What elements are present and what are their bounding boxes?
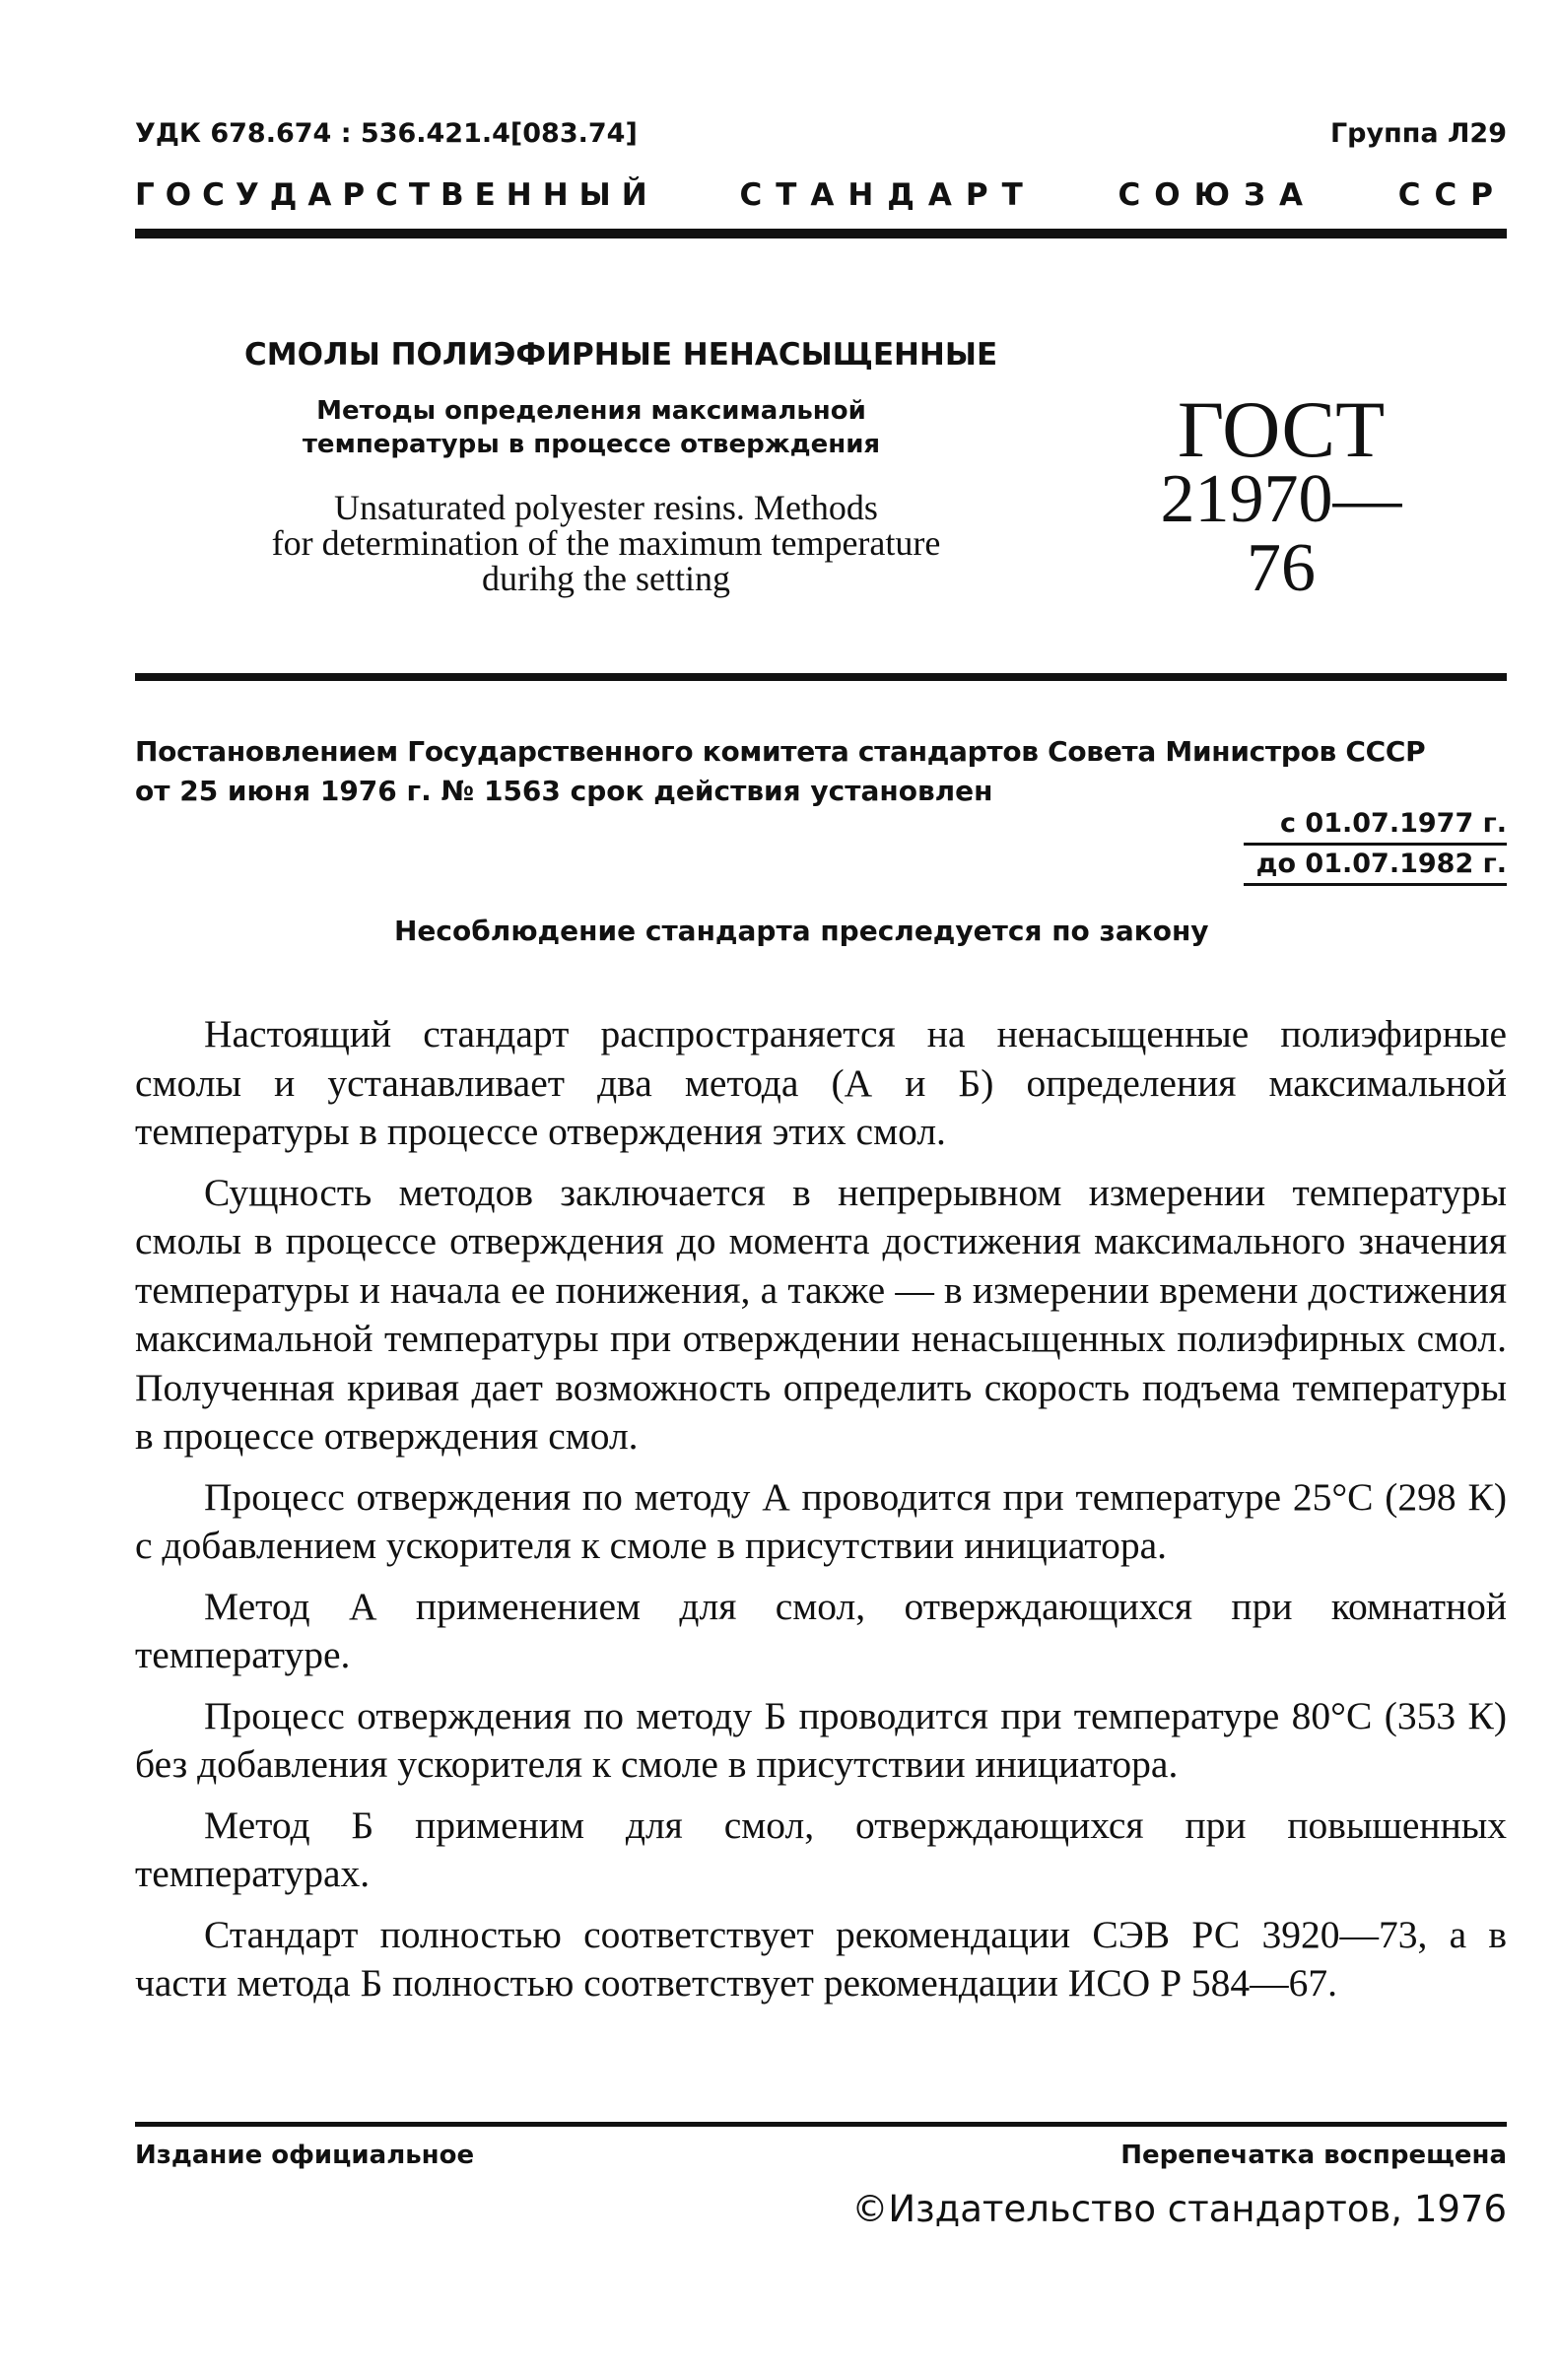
penalty-notice: Несоблюдение стандарта преследуется по закону [394,915,1209,947]
gost-label: ГОСТ [1177,384,1386,474]
edition-label: Издание официальное [135,2141,475,2170]
body-text [135,1010,1507,2020]
subtitle-english [202,490,1010,596]
paragraph: Настоящий стандарт распространяется на ненасыщенные полиэфирные смолы и устанавливает два метода (А и Б) определения максимальной температуры в процессе отверждения этих смол. [135,1012,1507,1153]
reprint-notice: Перепечатка воспрещена [1120,2141,1507,2170]
valid-from-date: с 01.07.1977 г. [1280,808,1507,839]
subtitle-russian [237,394,946,461]
state-standard-heading [135,177,1507,213]
subtitle-en-line: Unsaturated polyester resins. Methods [334,488,878,527]
document-title: СМОЛЫ ПОЛИЭФИРНЫЕ НЕНАСЫЩЕННЫЕ [244,337,998,373]
gost-number: 21970—76 [1160,461,1402,606]
state-standard-word: СТАНДАРТ [739,177,1037,213]
subtitle-ru-line: температуры в процессе отверждения [302,430,881,459]
state-standard-word: СОЮЗА [1118,177,1318,213]
paragraph: Процесс отверждения по методу Б проводится при температуре 80°С (353 К) без добавления ускорителя к смоле в присутствии инициатора. [135,1693,1507,1786]
valid-to-date: до 01.07.1982 г. [1255,849,1507,879]
decree-text [135,732,1507,811]
decree-line: от 25 июня 1976 г. № 1563 срок действия установлен [135,775,993,807]
paragraph: Стандарт полностью соответствует рекомендации СЭВ РС 3920—73, а в части метода Б полностью соответствует рекомендации ИСО Р 584—67. [135,1912,1507,2005]
group-code: Группа Л29 [1329,118,1507,149]
date-rule [1244,843,1507,846]
header-rule [135,229,1507,238]
footer-rule [135,2122,1507,2127]
paragraph: Сущность методов заключается в непрерывном измерении температуры смолы в процессе отверждения до момента достижения максимального значения температуры и начала ее понижения, а также — в измерении времени достижения максимальной температуры при отверждении ненасыщенных полиэфирных смол. Полученная кривая дает возможность определить скорость подъема температуры в процессе отверждения смол. [135,1170,1507,1458]
state-standard-word: ГОСУДАРСТВЕННЫЙ [135,177,658,213]
paragraph: Процесс отверждения по методу А проводится при температуре 25°С (298 К) с добавлением ускорителя к смоле в присутствии инициатора. [135,1474,1507,1567]
date-rule [1244,883,1507,886]
subtitle-en-line: durihg the setting [482,559,730,598]
paragraph: Метод Б применим для смол, отверждающихся при повышенных температурах. [135,1802,1507,1895]
subtitle-ru-line: Методы определения максимальной [316,396,866,426]
udk-code: УДК 678.674 : 536.421.4[083.74] [135,118,638,149]
publisher-copyright: ©Издательство стандартов, 1976 [851,2188,1507,2230]
state-standard-word: ССР [1397,177,1507,213]
paragraph: Метод А применением для смол, отверждающихся при комнатной температуре. [135,1584,1507,1676]
title-block-rule [135,673,1507,681]
subtitle-en-line: for determination of the maximum temperature [271,523,941,563]
decree-line: Постановлением Государственного комитета стандартов Совета Министров СССР [135,735,1426,768]
